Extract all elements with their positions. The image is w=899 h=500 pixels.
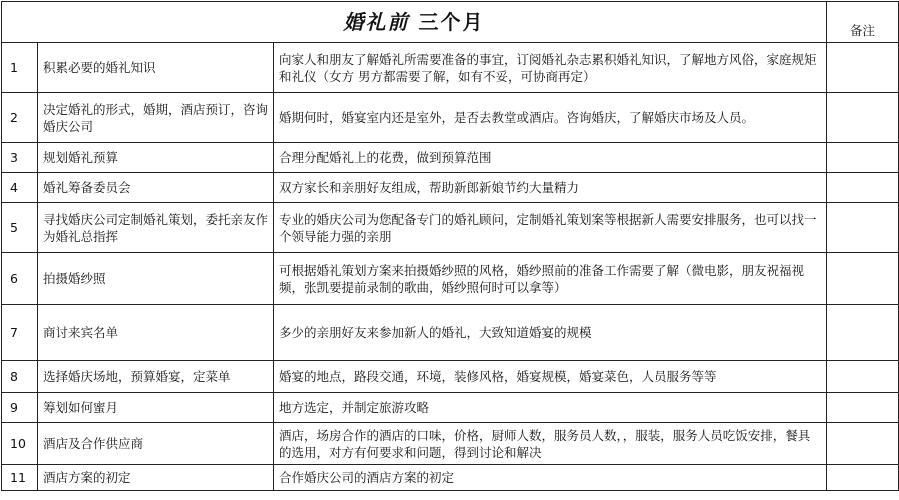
task-cell: 寻找婚庆公司定制婚礼策划，委托亲友作为婚礼总指挥 bbox=[38, 203, 274, 253]
description-cell: 酒店，场房合作的酒店的口味，价格，厨师人数，服务员人数，，服装，服务人员吃饭安排，餐具的选用，对方有何要求和问题，得到讨论和解决 bbox=[274, 423, 827, 465]
task-cell: 决定婚礼的形式，婚期，酒店预订，咨询婚庆公司 bbox=[38, 93, 274, 143]
row-number: 5 bbox=[2, 203, 38, 253]
row-number: 9 bbox=[2, 393, 38, 423]
note-cell bbox=[827, 143, 899, 173]
description-cell: 双方家长和亲朋好友组成，帮助新郎新娘节约大量精力 bbox=[274, 173, 827, 203]
table-row bbox=[2, 253, 899, 305]
note-cell bbox=[827, 465, 899, 491]
description-cell: 婚期何时，婚宴室内还是室外，是否去教堂或酒店。咨询婚庆，了解婚庆市场及人员。 bbox=[274, 93, 827, 143]
row-number: 2 bbox=[2, 93, 38, 143]
table-header-row bbox=[2, 2, 899, 43]
row-number: 10 bbox=[2, 423, 38, 465]
row-number: 3 bbox=[2, 143, 38, 173]
row-number: 1 bbox=[2, 43, 38, 93]
task-cell: 拍摄婚纱照 bbox=[38, 253, 274, 305]
note-cell bbox=[827, 361, 899, 393]
description-cell: 合理分配婚礼上的花费，做到预算范围 bbox=[274, 143, 827, 173]
table-row bbox=[2, 173, 899, 203]
description-cell: 地方选定，并制定旅游攻略 bbox=[274, 393, 827, 423]
row-number: 6 bbox=[2, 253, 38, 305]
note-cell bbox=[827, 423, 899, 465]
task-cell: 筹划如何蜜月 bbox=[38, 393, 274, 423]
table-row bbox=[2, 361, 899, 393]
description-cell: 可根据婚礼策划方案来拍摄婚纱照的风格，婚纱照前的准备工作需要了解（微电影，朋友祝福视频，张凯要提前录制的歌曲，婚纱照何时可以拿等） bbox=[274, 253, 827, 305]
note-cell bbox=[827, 173, 899, 203]
note-cell bbox=[827, 43, 899, 93]
row-number: 11 bbox=[2, 465, 38, 491]
task-cell: 酒店方案的初定 bbox=[38, 465, 274, 491]
description-cell: 合作婚庆公司的酒店方案的初定 bbox=[274, 465, 827, 491]
note-cell bbox=[827, 253, 899, 305]
description-cell: 向家人和朋友了解婚礼所需要准备的事宜，订阅婚礼杂志累积婚礼知识，了解地方风俗，家庭规矩和礼仪（女方 男方都需要了解，如有不妥，可协商再定） bbox=[274, 43, 827, 93]
sheet-title bbox=[2, 2, 827, 43]
description-cell: 专业的婚庆公司为您配备专门的婚礼顾问，定制婚礼策划案等根据新人需要安排服务，也可以找一个领导能力强的亲朋 bbox=[274, 203, 827, 253]
description-cell: 婚宴的地点，路段交通，环境，装修风格，婚宴规模，婚宴菜色，人员服务等等 bbox=[274, 361, 827, 393]
row-number: 4 bbox=[2, 173, 38, 203]
note-cell bbox=[827, 393, 899, 423]
wedding-plan-table bbox=[1, 1, 899, 491]
row-number: 7 bbox=[2, 305, 38, 361]
task-cell: 积累必要的婚礼知识 bbox=[38, 43, 274, 93]
row-number: 8 bbox=[2, 361, 38, 393]
title-main: 婚礼前 bbox=[343, 9, 410, 34]
task-cell: 选择婚庆场地，预算婚宴，定菜单 bbox=[38, 361, 274, 393]
description-cell: 多少的亲朋好友来参加新人的婚礼，大致知道婚宴的规模 bbox=[274, 305, 827, 361]
task-cell: 酒店及合作供应商 bbox=[38, 423, 274, 465]
note-cell bbox=[827, 93, 899, 143]
task-cell: 规划婚礼预算 bbox=[38, 143, 274, 173]
table-row bbox=[2, 393, 899, 423]
table-row bbox=[2, 43, 899, 93]
table-row bbox=[2, 93, 899, 143]
note-column-header: 备注 bbox=[827, 2, 899, 43]
table-row bbox=[2, 305, 899, 361]
note-cell bbox=[827, 305, 899, 361]
table-row bbox=[2, 203, 899, 253]
task-cell: 商讨来宾名单 bbox=[38, 305, 274, 361]
table-row bbox=[2, 465, 899, 491]
table-row bbox=[2, 423, 899, 465]
note-cell bbox=[827, 203, 899, 253]
table-row bbox=[2, 143, 899, 173]
title-rest: 三个月 bbox=[418, 9, 485, 34]
task-cell: 婚礼筹备委员会 bbox=[38, 173, 274, 203]
